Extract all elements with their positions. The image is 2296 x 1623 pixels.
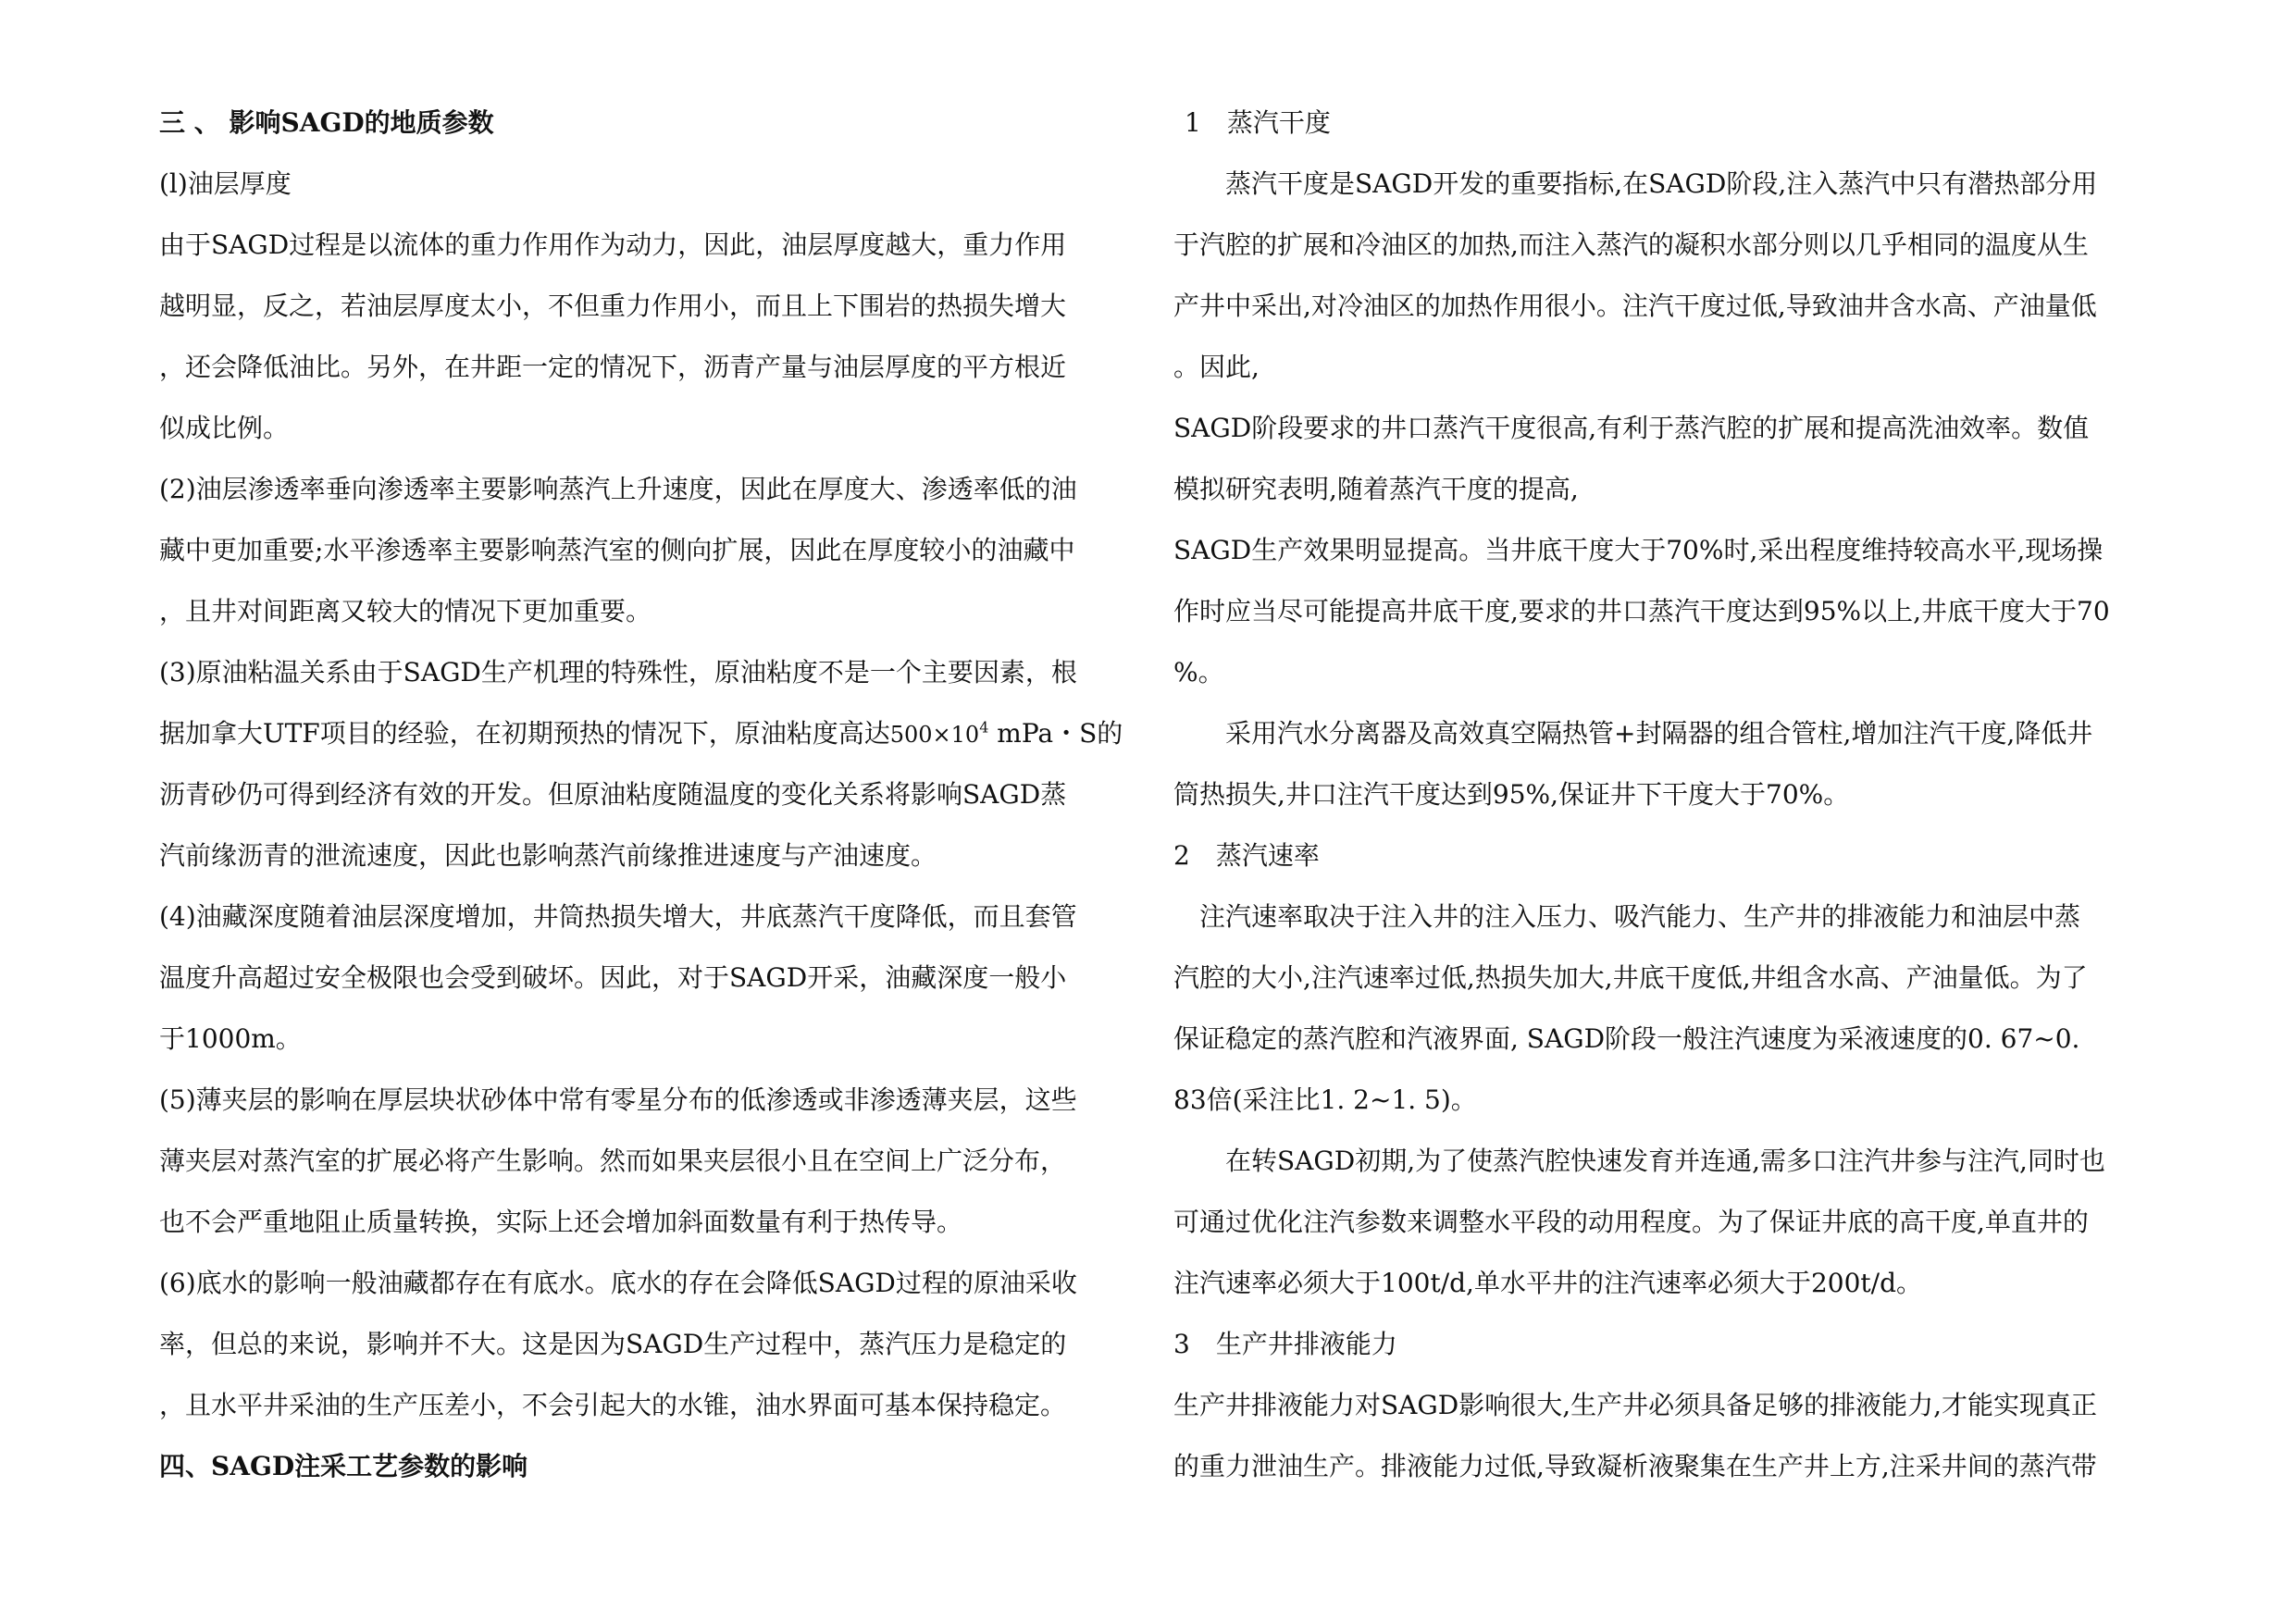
paragraph-line: 似成比例。 bbox=[159, 413, 290, 443]
paragraph-line: (6)底水的影响一般油藏都存在有底水。底水的存在会降低SAGD过程的原油采收 bbox=[159, 1268, 1077, 1298]
paragraph-line: SAGD生产效果明显提高。当井底干度大于70%时,采出程度维持较高水平,现场操 bbox=[1173, 535, 2104, 565]
paragraph-line: 越明显，反之，若油层厚度太小，不但重力作用小，而且上下围岩的热损失增大 bbox=[159, 291, 1067, 321]
paragraph-line: 作时应当尽可能提高井底干度,要求的井口蒸汽干度达到95%以上,井底干度大于70 bbox=[1173, 596, 2110, 626]
paragraph-line: ，还会降低油比。另外，在井距一定的情况下，沥青产量与油层厚度的平方根近 bbox=[159, 352, 1067, 382]
paragraph-line: 也不会严重地阻止质量转换，实际上还会增加斜面数量有利于热传导。 bbox=[159, 1207, 963, 1237]
subsection-heading-steam-quality: 1 蒸汽干度 bbox=[1185, 107, 1331, 138]
paragraph-line-viscosity bbox=[159, 711, 1122, 772]
paragraph-line: 温度升高超过安全极限也会受到破坏。因此，对于SAGD开采，油藏深度一般小 bbox=[159, 962, 1067, 993]
subsection-heading-drainage: 3 生产井排液能力 bbox=[1173, 1329, 1397, 1359]
paragraph-line: %。 bbox=[1173, 657, 1224, 688]
left-column bbox=[159, 100, 1122, 1505]
paragraph-line: SAGD阶段要求的井口蒸汽干度很高,有利于蒸汽腔的扩展和提高洗油效率。数值 bbox=[1173, 413, 2090, 443]
paragraph-line: 保证稳定的蒸汽腔和汽液界面, SAGD阶段一般注汽速度为采液速度的0. 67~0. bbox=[1173, 1023, 2080, 1054]
right-column bbox=[1173, 100, 2136, 1505]
paragraph-line: 筒热损失,井口注汽干度达到95%,保证井下干度大于70%。 bbox=[1173, 779, 1850, 810]
paragraph-line: 藏中更加重要;水平渗透率主要影响蒸汽室的侧向扩展，因此在厚度较小的油藏中 bbox=[159, 535, 1075, 565]
viscosity-exponent: 4 bbox=[979, 718, 989, 737]
paragraph-line: ，且水平井采油的生产压差小，不会引起大的水锥，油水界面可基本保持稳定。 bbox=[159, 1390, 1067, 1420]
paragraph-line: 于汽腔的扩展和冷油区的加热,而注入蒸汽的凝积水部分则以几乎相同的温度从生 bbox=[1173, 229, 2089, 260]
paragraph-line: (l)油层厚度 bbox=[159, 168, 292, 199]
paragraph-line: 于1000m。 bbox=[159, 1023, 302, 1054]
paragraph-line: 产井中采出,对冷油区的加热作用很小。注汽干度过低,导致油井含水高、产油量低 bbox=[1173, 291, 2097, 321]
paragraph-line: 汽前缘沥青的泄流速度，因此也影响蒸汽前缘推进速度与产油速度。 bbox=[159, 840, 937, 871]
viscosity-text-before: 据加拿大UTF项目的经验，在初期预热的情况下，原油粘度高达 bbox=[159, 718, 890, 749]
viscosity-value: 500×10 bbox=[889, 722, 980, 748]
paragraph-line: ，且井对间距离又较大的情况下更加重要。 bbox=[159, 596, 652, 626]
paragraph-line: 薄夹层对蒸汽室的扩展必将产生影响。然而如果夹层很小且在空间上广泛分布， bbox=[159, 1146, 1067, 1176]
paragraph-line: 沥青砂仍可得到经济有效的开发。但原油粘度随温度的变化关系将影响SAGD蒸 bbox=[159, 779, 1067, 810]
paragraph-line: 在转SAGD初期,为了使蒸汽腔快速发育并连通,需多口注汽井参与注汽,同时也 bbox=[1173, 1146, 2105, 1176]
paragraph-line: (5)薄夹层的影响在厚层块状砂体中常有零星分布的低渗透或非渗透薄夹层，这些 bbox=[159, 1084, 1077, 1115]
paragraph-line: 率，但总的来说，影响并不大。这是因为SAGD生产过程中，蒸汽压力是稳定的 bbox=[159, 1329, 1067, 1359]
paragraph-line: 由于SAGD过程是以流体的重力作用作为动力，因此，油层厚度越大，重力作用 bbox=[159, 229, 1067, 260]
paragraph-line: (2)油层渗透率垂向渗透率主要影响蒸汽上升速度，因此在厚度大、渗透率低的油 bbox=[159, 474, 1077, 504]
subsection-heading-steam-rate: 2 蒸汽速率 bbox=[1173, 840, 1320, 871]
paragraph-line: 83倍(采注比1. 2~1. 5)。 bbox=[1173, 1084, 1477, 1115]
paragraph-line: 的重力泄油生产。排液能力过低,导致凝析液聚集在生产井上方,注采井间的蒸汽带 bbox=[1173, 1451, 2097, 1481]
paragraph-line: 模拟研究表明,随着蒸汽干度的提高, bbox=[1173, 474, 1579, 504]
paragraph-line: (4)油藏深度随着油层深度增加，井筒热损失增大，井底蒸汽干度降低，而且套管 bbox=[159, 901, 1077, 932]
paragraph-line: 采用汽水分离器及高效真空隔热管+封隔器的组合管柱,增加注汽干度,降低井 bbox=[1173, 718, 2093, 749]
section-heading-3: 三 、 影响SAGD的地质参数 bbox=[159, 107, 494, 138]
section-heading-4: 四、SAGD注采工艺参数的影响 bbox=[159, 1451, 528, 1481]
paragraph-line: 生产井排液能力对SAGD影响很大,生产井必须具备足够的排液能力,才能实现真正 bbox=[1173, 1390, 2098, 1420]
paragraph-line: 汽腔的大小,注汽速率过低,热损失加大,井底干度低,井组含水高、产油量低。为了 bbox=[1173, 962, 2088, 993]
paragraph-line: 注汽速率必须大于100t/d,单水平井的注汽速率必须大于200t/d。 bbox=[1173, 1268, 1923, 1298]
viscosity-unit: mPa・S的 bbox=[988, 718, 1123, 749]
paragraph-line: 蒸汽干度是SAGD开发的重要指标,在SAGD阶段,注入蒸汽中只有潜热部分用 bbox=[1173, 168, 2098, 199]
paragraph-line: (3)原油粘温关系由于SAGD生产机理的特殊性，原油粘度不是一个主要因素，根 bbox=[159, 657, 1077, 688]
paragraph-line: 注汽速率取决于注入井的注入压力、吸汽能力、生产井的排液能力和油层中蒸 bbox=[1173, 901, 2081, 932]
paragraph-line: 。因此, bbox=[1173, 352, 1260, 382]
paragraph-line: 可通过优化注汽参数来调整水平段的动用程度。为了保证井底的高干度,单直井的 bbox=[1173, 1207, 2089, 1237]
